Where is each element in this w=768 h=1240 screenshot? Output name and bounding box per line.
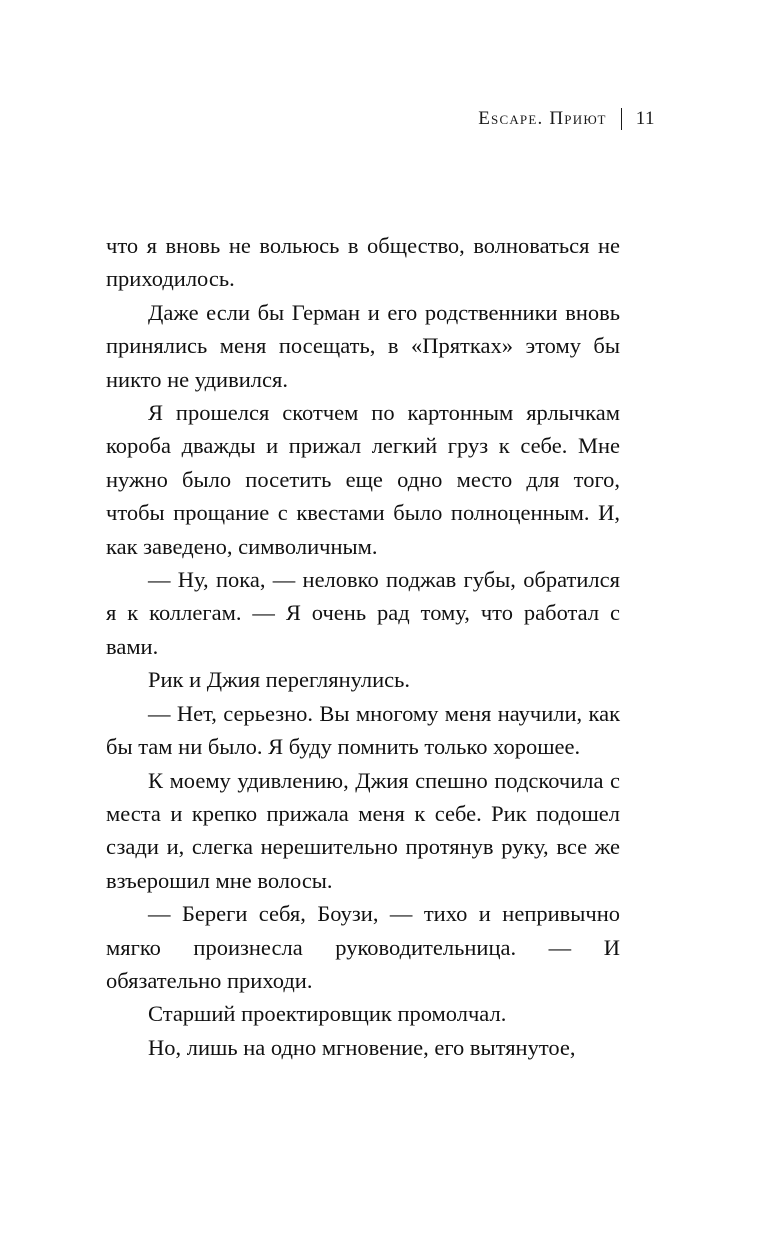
page-number: 11 <box>635 108 655 129</box>
paragraph: — Береги себя, Боузи, — тихо и непривычно мягко произнесла руководительница. — И обязательно приходи. <box>106 901 620 993</box>
paragraph: Я прошелся скотчем по картонным ярлычкам короба дважды и прижал легкий груз к себе. Мне нужно было посетить еще одно место для того, чтобы прощание с квестами было полноценным. И, как заведено, символичным. <box>106 400 620 559</box>
paragraph: К моему удивлению, Джия спешно подскочила с места и крепко прижала меня к себе. Рик подошел сзади и, слегка нерешительно протянув руку, все же взъерошил мне волосы. <box>106 767 620 893</box>
running-head <box>478 108 655 130</box>
paragraph: — Ну, пока, — неловко поджав губы, обратился я к коллегам. — Я очень рад тому, что работал с вами. <box>106 567 620 659</box>
paragraph: — Нет, серьезно. Вы многому меня научили, как бы там ни было. Я буду помнить только хорошее. <box>106 700 620 760</box>
running-head-title: Escape. Приют <box>478 108 607 129</box>
running-head-separator <box>621 108 622 130</box>
paragraph: что я вновь не вольюсь в общество, волноваться не приходилось. <box>106 233 620 292</box>
paragraph: Рик и Джия переглянулись. <box>148 667 411 693</box>
paragraph: Даже если бы Герман и его родственники вновь принялись меня посещать, в «Прятках» этому бы никто не удивился. <box>106 299 620 392</box>
paragraph: Но, лишь на одно мгновение, его вытянутое, <box>148 1034 576 1060</box>
body-text <box>106 229 620 1064</box>
paragraph: Старший проектировщик промолчал. <box>148 1001 507 1027</box>
